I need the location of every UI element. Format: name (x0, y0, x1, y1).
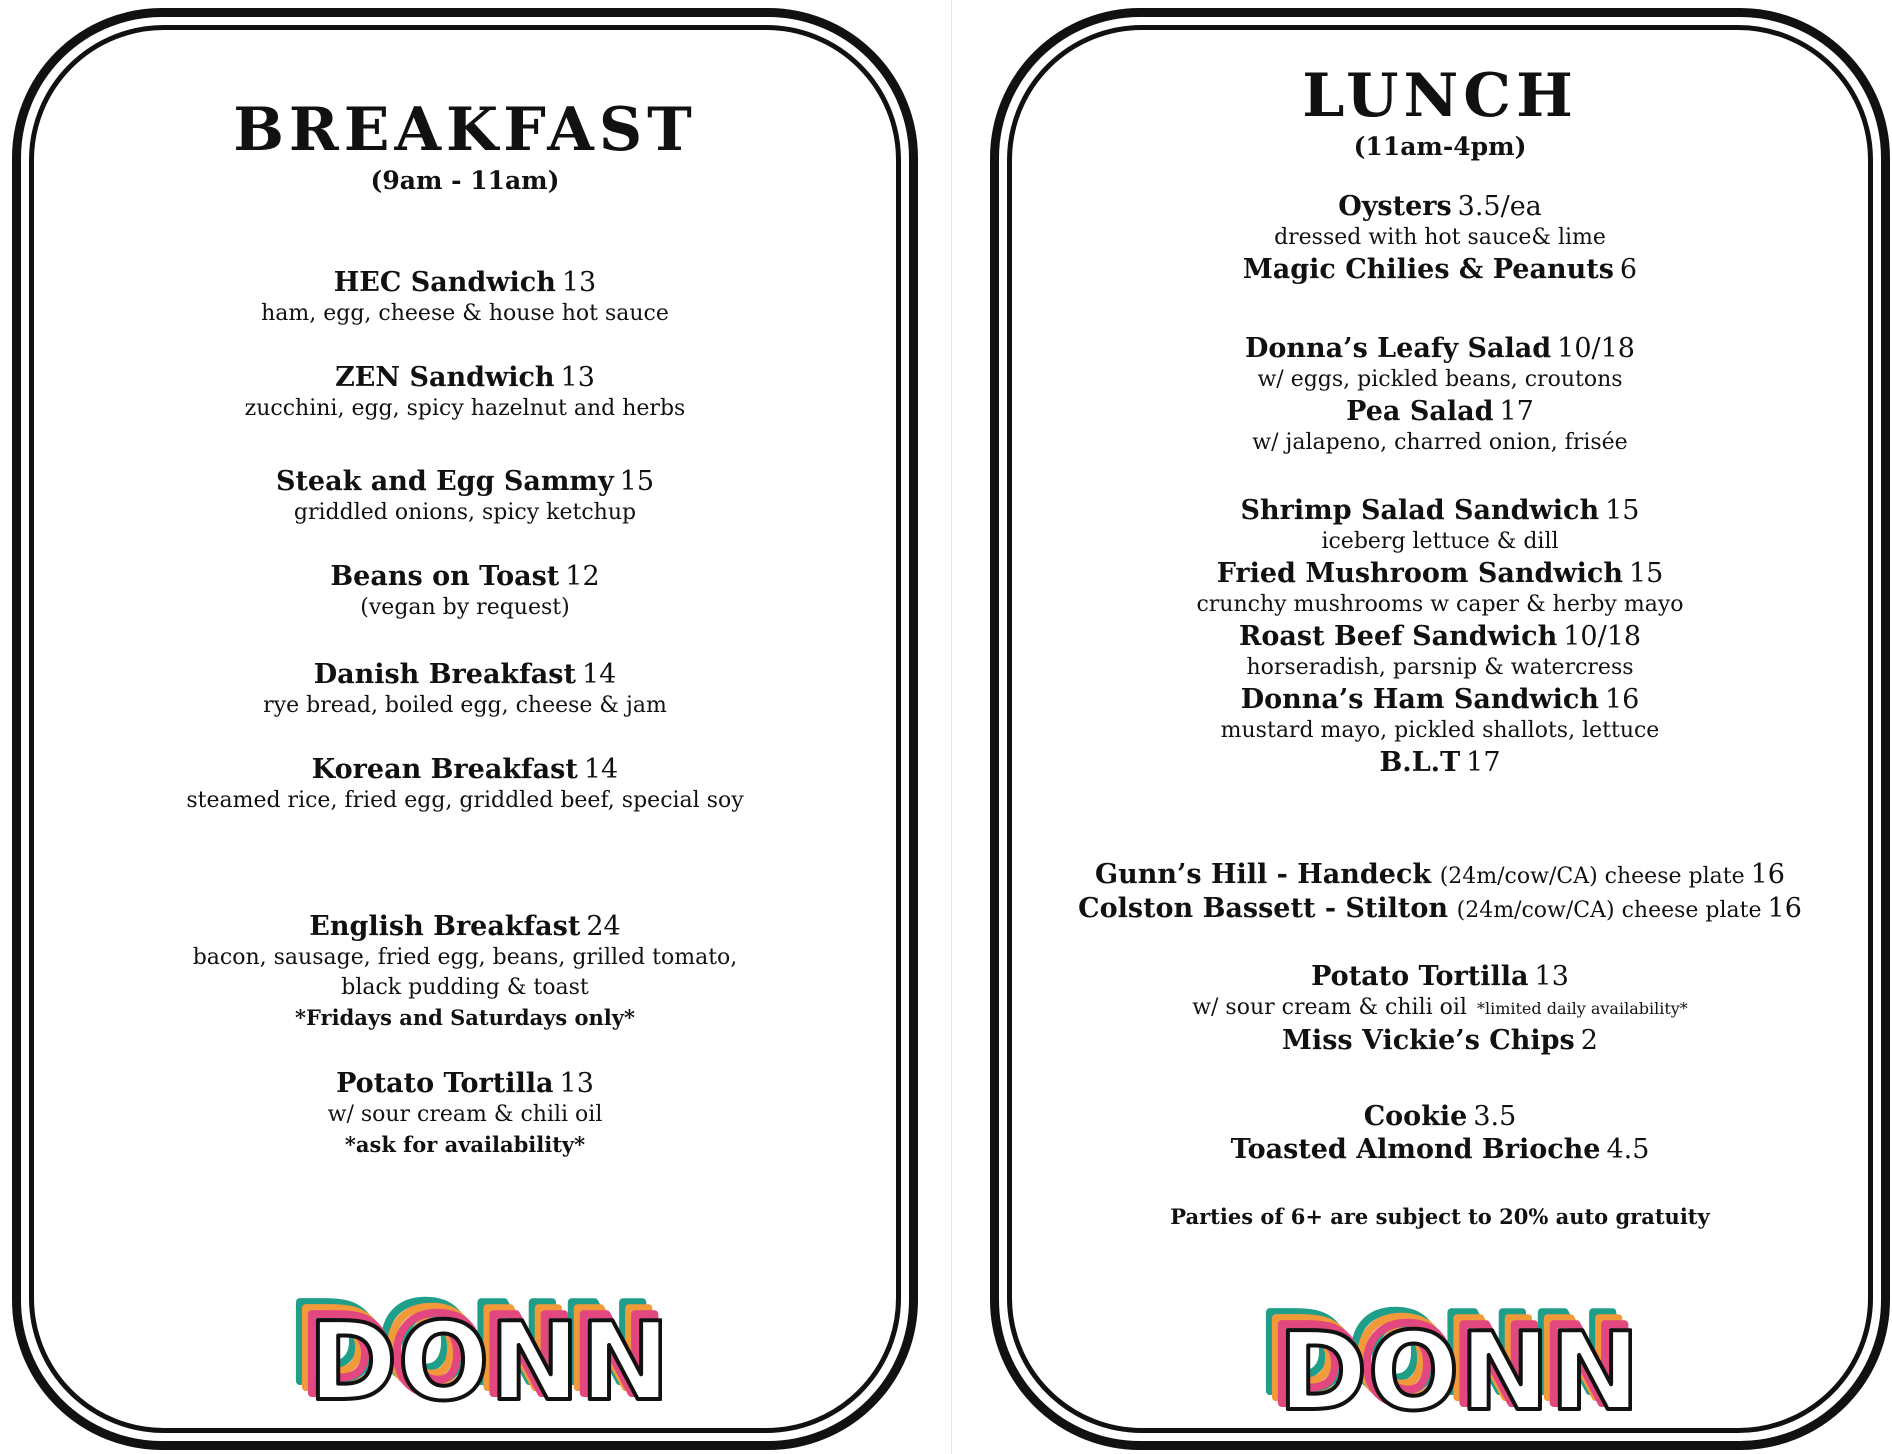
item-name: Cookie (1363, 1101, 1468, 1132)
item-name: Shrimp Salad Sandwich (1240, 495, 1600, 526)
breakfast-hours: (9am - 11am) (370, 166, 560, 195)
item-description: (vegan by request) (360, 595, 570, 620)
item-name: Beans on Toast (330, 561, 560, 592)
item-description: iceberg lettuce & dill (1321, 529, 1559, 554)
menu-border-inner (29, 25, 901, 1433)
item-name: Potato Tortilla (1311, 961, 1529, 992)
item-description: steamed rice, fried egg, griddled beef, special soy (186, 788, 744, 813)
lunch-group-starters (990, 190, 1890, 286)
item-name: Toasted Almond Brioche (1230, 1134, 1601, 1165)
lunch-header (990, 61, 1890, 162)
donnas-logo-icon (282, 1253, 662, 1403)
item-description: w/ eggs, pickled beans, croutons (1257, 367, 1623, 392)
breakfast-item (12, 560, 918, 623)
item-name: Korean Breakfast (311, 754, 578, 785)
english-breakfast-item (12, 910, 918, 1033)
item-price: 13 (559, 1068, 594, 1099)
lunch-tortilla-chips (990, 960, 1890, 1057)
item-name: Donna’s Ham Sandwich (1240, 684, 1599, 715)
item-description: griddled onions, spicy ketchup (293, 500, 637, 525)
lunch-menu-page (990, 8, 1890, 1450)
svg-text:DONNA'S: DONN (308, 1300, 662, 1403)
svg-text:DONNA'S: DONN (1260, 1292, 1623, 1413)
item-name: HEC Sandwich (333, 267, 556, 298)
item-name: Magic Chilies & Peanuts (1242, 254, 1614, 285)
item-name: Danish Breakfast (313, 659, 576, 690)
lunch-cheese-plates (990, 858, 1890, 926)
item-price: 13 (560, 362, 595, 393)
breakfast-header (12, 95, 918, 196)
item-description: w/ sour cream & chili oil (327, 1102, 603, 1127)
item-name: Colston Bassett - Stilton (1078, 893, 1449, 924)
item-price: 14 (581, 659, 617, 690)
page-divider (951, 0, 952, 1454)
svg-text:DONNA'S: DONN (1272, 1304, 1632, 1413)
item-description: w/ jalapeno, charred onion, frisée (1252, 430, 1628, 455)
lunch-title: LUNCH (1302, 61, 1578, 131)
item-description: mustard mayo, pickled shallots, lettuce (1220, 718, 1660, 743)
breakfast-item (12, 753, 918, 816)
item-price: 16 (1604, 684, 1640, 715)
item-detail: (24m/cow/CA) cheese plate (1456, 898, 1762, 923)
item-price: 14 (583, 754, 619, 785)
svg-text:DONNA'S: DONN (1278, 1310, 1632, 1413)
breakfast-item (12, 361, 918, 424)
item-description: ham, egg, cheese & house hot sauce (261, 301, 669, 326)
item-price: 3.5/ea (1457, 191, 1542, 222)
item-price: 6 (1619, 254, 1638, 285)
item-price: 15 (1628, 558, 1664, 589)
potato-tortilla-item (12, 1067, 918, 1160)
item-name: B.L.T (1379, 747, 1461, 778)
gratuity-text: Parties of 6+ are subject to 20% auto gratuity (1170, 1204, 1710, 1229)
item-description: bacon, sausage, fried egg, beans, grilled tomato, (192, 945, 738, 970)
donnas-logo-icon (1252, 1263, 1632, 1413)
item-name: Miss Vickie’s Chips (1282, 1025, 1575, 1056)
item-price: 15 (619, 466, 655, 497)
svg-text:DONNA'S: DONN (302, 1294, 662, 1403)
item-description: horseradish, parsnip & watercress (1246, 655, 1634, 680)
item-name: Fried Mushroom Sandwich (1216, 558, 1623, 589)
svg-text:DONNA'S: DONN (290, 1282, 653, 1403)
availability-note: *ask for availability* (344, 1132, 586, 1157)
breakfast-title: BREAKFAST (233, 95, 697, 165)
item-price: 24 (586, 911, 621, 942)
donnas-logo (282, 1253, 662, 1403)
item-description: black pudding & toast (341, 975, 589, 1000)
item-description: rye bread, boiled egg, cheese & jam (263, 693, 667, 718)
item-price: 13 (561, 267, 597, 298)
item-name: ZEN Sandwich (335, 362, 555, 393)
svg-text:DONNA'S: DONN (296, 1288, 659, 1403)
availability-note: *Fridays and Saturdays only* (295, 1005, 635, 1030)
item-name: English Breakfast (309, 911, 581, 942)
item-price: 16 (1750, 859, 1785, 890)
item-price: 17 (1466, 747, 1501, 778)
breakfast-item (12, 266, 918, 329)
breakfast-menu-page (12, 8, 918, 1450)
breakfast-item (12, 658, 918, 721)
item-description: crunchy mushrooms w caper & herby mayo (1196, 592, 1684, 617)
item-price: 17 (1499, 396, 1534, 427)
item-price: 13 (1534, 961, 1569, 992)
item-description: w/ sour cream & chili oil (1192, 995, 1467, 1020)
item-price: 15 (1605, 495, 1640, 526)
item-description: zucchini, egg, spicy hazelnut and herbs (244, 396, 686, 421)
item-name: Roast Beef Sandwich (1238, 621, 1558, 652)
item-name: Pea Salad (1346, 396, 1494, 427)
item-description: dressed with hot sauce& lime (1274, 225, 1606, 250)
svg-text:DONNA'S: DONN (1266, 1298, 1629, 1413)
breakfast-item (12, 465, 918, 528)
gratuity-notice (990, 1204, 1890, 1229)
item-price: 3.5 (1473, 1101, 1517, 1132)
item-name: Oysters (1338, 191, 1452, 222)
item-price: 4.5 (1606, 1134, 1650, 1165)
item-price: 16 (1767, 893, 1802, 924)
item-price: 10/18 (1557, 333, 1635, 364)
donnas-logo (1252, 1263, 1632, 1413)
availability-note: *limited daily availability* (1476, 999, 1688, 1018)
item-detail: (24m/cow/CA) cheese plate (1439, 864, 1745, 889)
item-name: Steak and Egg Sammy (275, 466, 614, 497)
item-price: 10/18 (1563, 621, 1642, 652)
item-price: 2 (1580, 1025, 1598, 1056)
lunch-group-sandwiches (990, 494, 1890, 779)
item-name: Potato Tortilla (336, 1068, 554, 1099)
item-name: Donna’s Leafy Salad (1245, 333, 1552, 364)
item-price: 12 (565, 561, 600, 592)
item-name: Gunn’s Hill - Handeck (1095, 859, 1432, 890)
lunch-group-salads (990, 332, 1890, 458)
lunch-hours: (11am-4pm) (1353, 132, 1527, 161)
lunch-sweets (990, 1100, 1890, 1166)
